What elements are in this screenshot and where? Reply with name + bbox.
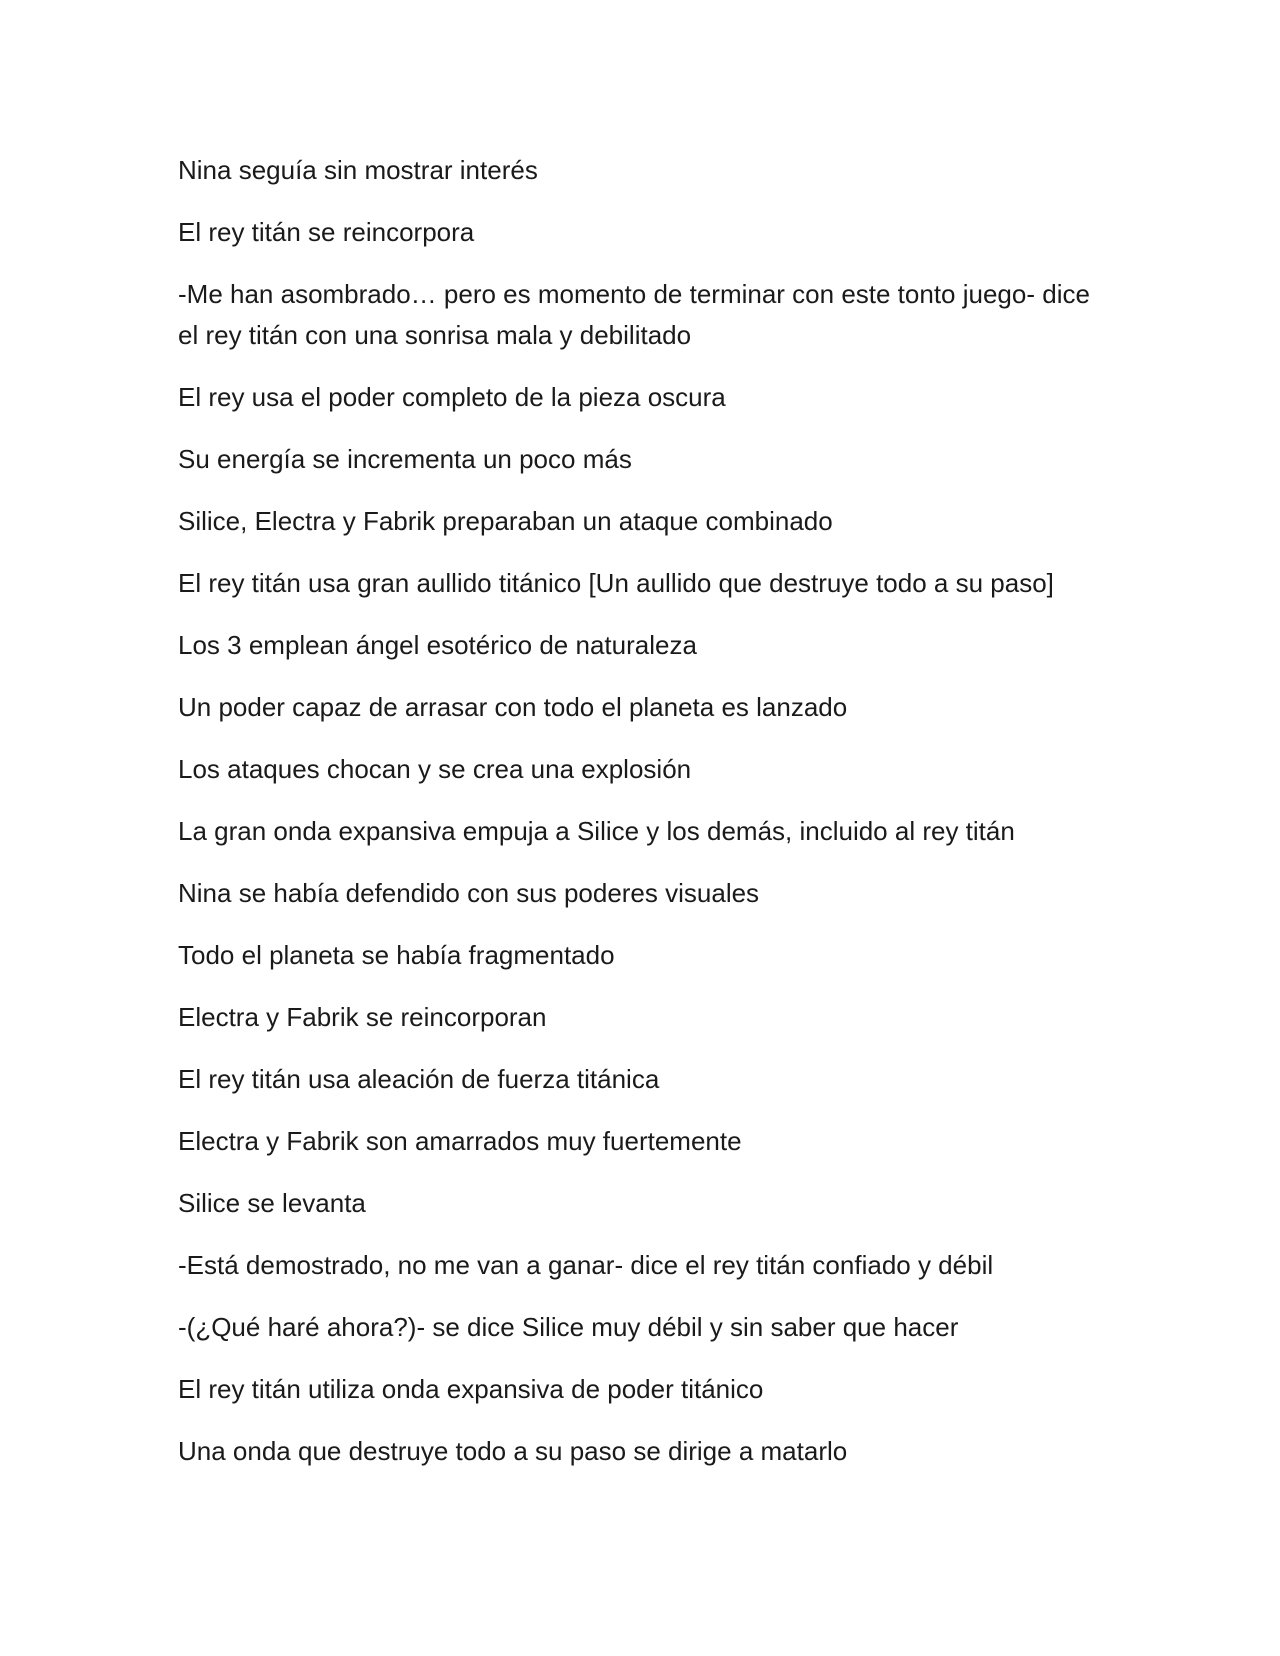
paragraph: Los ataques chocan y se crea una explosión	[178, 754, 692, 784]
paragraph: El rey titán utiliza onda expansiva de poder titánico	[178, 1374, 764, 1404]
paragraph: Todo el planeta se había fragmentado	[178, 940, 615, 970]
paragraph: El rey titán usa gran aullido titánico [Un aullido que destruye todo a su paso]	[178, 568, 1054, 598]
paragraph: -Me han asombrado… pero es momento de terminar con este tonto juego- dice el rey titán con una sonrisa mala y debilitado	[178, 279, 1090, 350]
paragraph: Nina seguía sin mostrar interés	[178, 155, 538, 185]
paragraph: -(¿Qué haré ahora?)- se dice Silice muy débil y sin saber que hacer	[178, 1312, 959, 1342]
document-body	[178, 150, 1098, 1493]
paragraph: Una onda que destruye todo a su paso se dirige a matarlo	[178, 1436, 848, 1466]
paragraph: El rey titán usa aleación de fuerza titánica	[178, 1064, 660, 1094]
paragraph: Los 3 emplean ángel esotérico de naturaleza	[178, 630, 697, 660]
paragraph: Nina se había defendido con sus poderes visuales	[178, 878, 760, 908]
paragraph: -Está demostrado, no me van a ganar- dice el rey titán confiado y débil	[178, 1250, 994, 1280]
paragraph: El rey titán se reincorpora	[178, 217, 475, 247]
paragraph: El rey usa el poder completo de la pieza oscura	[178, 382, 726, 412]
paragraph: Un poder capaz de arrasar con todo el planeta es lanzado	[178, 692, 848, 722]
paragraph: Electra y Fabrik son amarrados muy fuertemente	[178, 1126, 742, 1156]
paragraph: Silice se levanta	[178, 1188, 366, 1218]
paragraph: Su energía se incrementa un poco más	[178, 444, 632, 474]
paragraph: La gran onda expansiva empuja a Silice y los demás, incluido al rey titán	[178, 816, 1015, 846]
paragraph: Silice, Electra y Fabrik preparaban un ataque combinado	[178, 506, 833, 536]
paragraph: Electra y Fabrik se reincorporan	[178, 1002, 547, 1032]
